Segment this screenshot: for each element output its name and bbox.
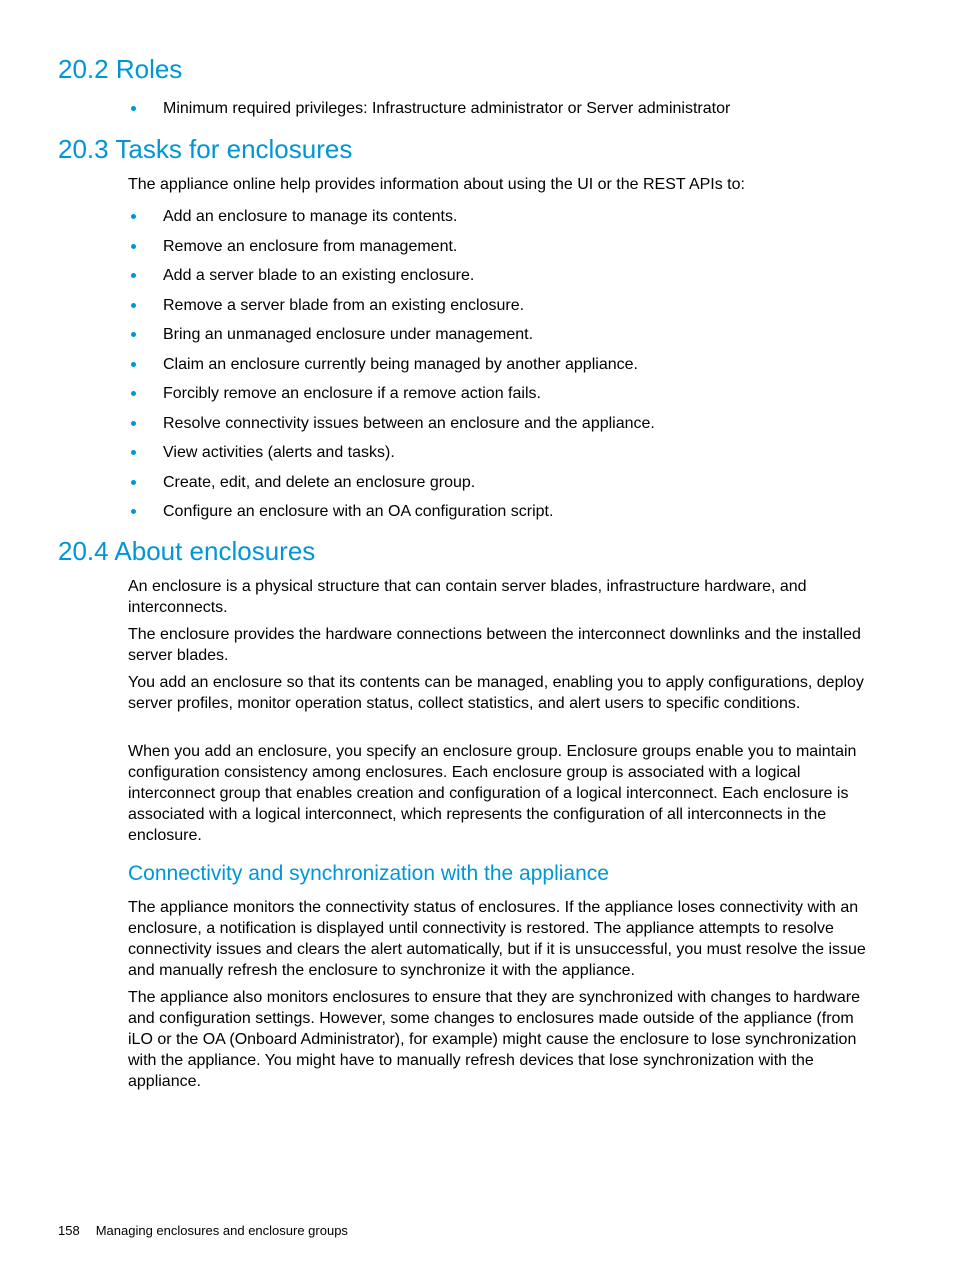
section-heading-roles: 20.2 Roles <box>58 54 183 84</box>
list-item <box>128 98 888 128</box>
page-footer <box>58 1222 348 1240</box>
list-item-text: Remove a server blade from an existing enclosure. <box>163 296 525 314</box>
list-item <box>128 442 888 472</box>
list-item-text: Create, edit, and delete an enclosure group. <box>163 473 476 491</box>
list-item <box>128 501 888 531</box>
bullet-dot-icon <box>131 421 136 426</box>
bullet-dot-icon <box>131 332 136 337</box>
connectivity-paragraph-1: The appliance monitors the connectivity status of enclosures. If the appliance loses connectivity with an enclosure, a notification is displayed until connectivity is restored. The appliance attempts to resolve connectivity issues and clears the alert automatically, but if it is unsuccessful, you must resolve the issue and manually refresh the enclosure to synchronize it with the appliance. <box>128 899 866 979</box>
about-paragraph-2: The enclosure provides the hardware connections between the interconnect downlinks and the installed server blades. <box>128 626 861 664</box>
about-paragraph-3: You add an enclosure so that its contents can be managed, enabling you to apply configurations, deploy server profiles, monitor operation status, collect statistics, and alert users to specific conditions. <box>128 674 864 712</box>
chapter-title: Managing enclosures and enclosure groups <box>95 1223 348 1238</box>
list-item <box>128 472 888 502</box>
roles-bullet-list <box>128 98 888 128</box>
list-item <box>128 265 888 295</box>
bullet-dot-icon <box>131 303 136 308</box>
tasks-intro: The appliance online help provides information about using the UI or the REST APIs to: <box>128 176 745 193</box>
section-heading-about: 20.4 About enclosures <box>58 536 316 566</box>
bullet-dot-icon <box>131 509 136 514</box>
list-item <box>128 295 888 325</box>
list-item <box>128 354 888 384</box>
bullet-dot-icon <box>131 244 136 249</box>
list-item-text: Resolve connectivity issues between an enclosure and the appliance. <box>163 414 655 432</box>
section-heading-tasks: 20.3 Tasks for enclosures <box>58 134 353 164</box>
list-item-text: Add a server blade to an existing enclosure. <box>163 267 475 284</box>
bullet-dot-icon <box>131 106 136 111</box>
list-item <box>128 413 888 443</box>
list-item <box>128 236 888 266</box>
list-item-text: Forcibly remove an enclosure if a remove action fails. <box>163 385 541 402</box>
subsection-heading-connectivity: Connectivity and synchronization with the appliance <box>128 862 609 885</box>
bullet-dot-icon <box>131 480 136 485</box>
list-item-text: Bring an unmanaged enclosure under management. <box>163 326 534 343</box>
bullet-dot-icon <box>131 273 136 278</box>
bullet-dot-icon <box>131 450 136 455</box>
connectivity-paragraph-2: The appliance also monitors enclosures to ensure that they are synchronized with changes to hardware and configuration settings. However, some changes to enclosures made outside of the appliance (from iLO or the OA (Onboard Administrator), for example) might cause the enclosure to lose synchronization with the appliance. You might have to manually refresh devices that lose synchronization with the appliance. <box>128 989 860 1090</box>
page-number: 158 <box>58 1223 80 1238</box>
bullet-dot-icon <box>131 362 136 367</box>
list-item-text: Remove an enclosure from management. <box>163 237 458 255</box>
list-item-text: Add an enclosure to manage its contents. <box>163 208 458 225</box>
tasks-bullet-list <box>128 206 888 531</box>
list-item <box>128 206 888 236</box>
list-item-text: Minimum required privileges: Infrastructure administrator or Server administrator <box>163 100 731 117</box>
list-item-text: View activities (alerts and tasks). <box>163 444 395 461</box>
list-item <box>128 383 888 413</box>
list-item <box>128 324 888 354</box>
list-item-text: Configure an enclosure with an OA configuration script. <box>163 503 554 520</box>
bullet-dot-icon <box>131 391 136 396</box>
list-item-text: Claim an enclosure currently being managed by another appliance. <box>163 355 638 373</box>
about-paragraph-4: When you add an enclosure, you specify an enclosure group. Enclosure groups enable you to maintain configuration consistency among enclosures. Each enclosure group is associated with a logical interconnect group that enables creation and configuration of a logical interconnect. Each enclosure is associated with a logical interconnect, which represents the configuration of all interconnects in the enclosure. <box>128 743 857 844</box>
bullet-dot-icon <box>131 214 136 219</box>
about-paragraph-1: An enclosure is a physical structure that can contain server blades, infrastructure hardware, and interconnects. <box>128 578 807 616</box>
